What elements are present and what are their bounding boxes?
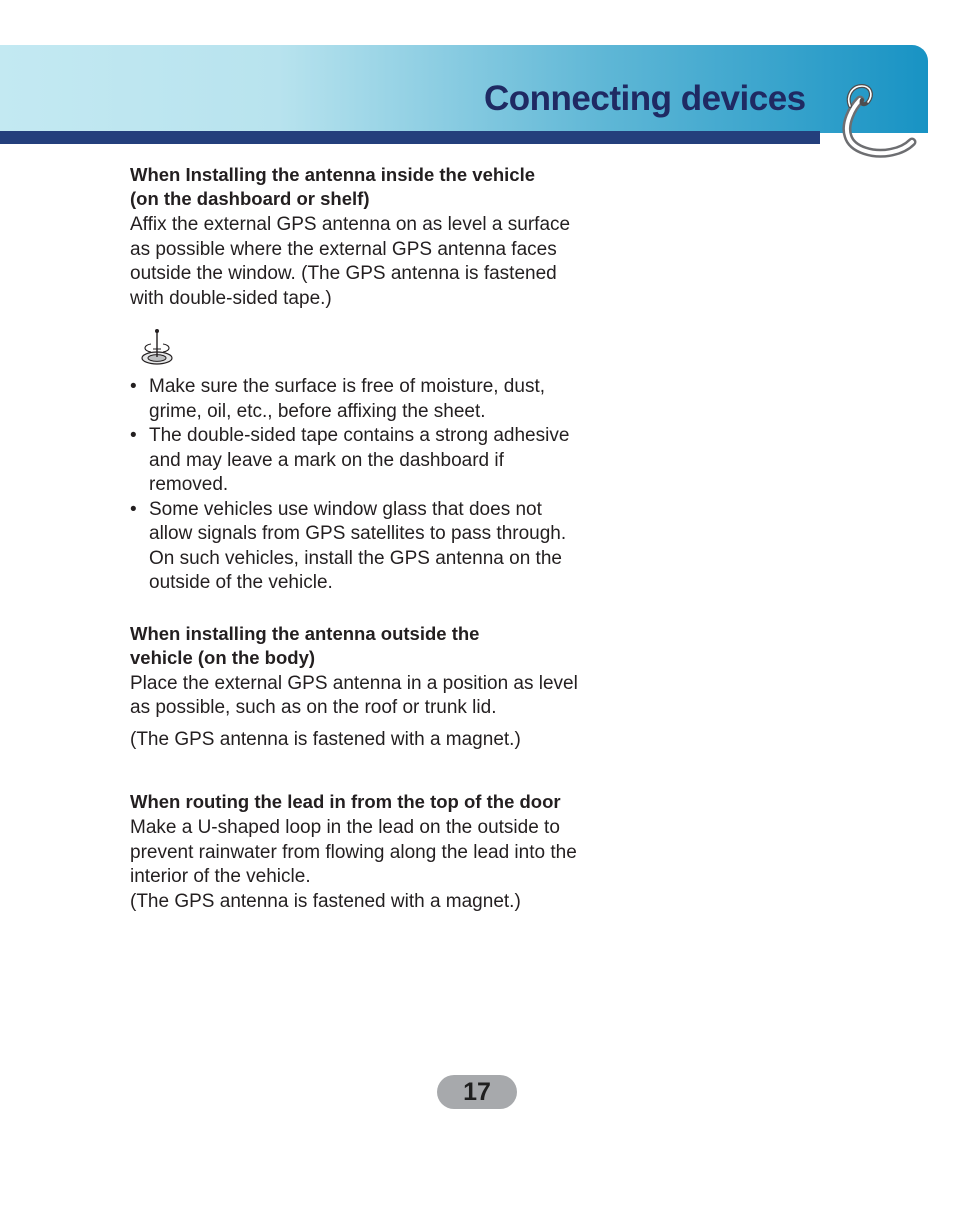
section-outside-vehicle — [130, 622, 620, 753]
page-title: Connecting devices — [484, 79, 806, 118]
list-item — [130, 424, 620, 498]
body-line: outside the window. (The GPS antenna is fastened — [130, 263, 557, 284]
page-number: 17 — [437, 1075, 517, 1109]
list-line: Some vehicles use window glass that does not — [149, 498, 542, 520]
section-inside-vehicle — [130, 163, 620, 596]
heading-line: (on the dashboard or shelf) — [130, 188, 370, 209]
body-line: Make a U-shaped loop in the lead on the outside to — [130, 817, 560, 838]
section-note: (The GPS antenna is fastened with a magnet.) — [130, 728, 521, 750]
curl-logo-icon — [830, 80, 920, 162]
header-rule — [0, 131, 820, 144]
list-line: On such vehicles, install the GPS antenna on the — [149, 547, 562, 569]
section-heading: When routing the lead in from the top of the door — [130, 791, 561, 812]
caution-list — [130, 375, 620, 596]
heading-line: When installing the antenna outside the — [130, 622, 480, 644]
section-body — [130, 213, 620, 311]
content-column — [130, 163, 620, 914]
body-line: with double-sided tape.) — [130, 287, 332, 309]
heading-line: When Installing the antenna inside the vehicle — [130, 164, 536, 185]
body-line: Affix the external GPS antenna on as level a surface — [130, 214, 571, 235]
list-line: outside of the vehicle. — [149, 572, 333, 593]
list-line: Make sure the surface is free of moisture, dust, — [149, 376, 546, 397]
section-heading — [130, 163, 620, 211]
list-line: The double-sided tape contains a strong adhesive — [149, 425, 570, 446]
bullet-dot: • — [130, 376, 137, 397]
body-line: interior of the vehicle. — [130, 866, 311, 887]
heading-line: vehicle (on the body) — [130, 646, 316, 668]
section-body — [130, 672, 620, 721]
body-line: as possible, such as on the roof or trunk lid. — [130, 697, 497, 718]
body-line: as possible where the external GPS antenna faces — [130, 238, 557, 260]
body-line: Place the external GPS antenna in a position as level — [130, 672, 578, 694]
bullet-dot: • — [130, 425, 137, 446]
section-door-routing — [130, 790, 620, 914]
list-line: allow signals from GPS satellites to pass through. — [149, 523, 567, 544]
list-line: grime, oil, etc., before affixing the sheet. — [149, 400, 486, 422]
antenna-note-icon — [138, 327, 176, 367]
body-line: prevent rainwater from flowing along the lead into the — [130, 841, 577, 863]
body-line: (The GPS antenna is fastened with a magnet.) — [130, 890, 521, 912]
bullet-dot: • — [130, 498, 137, 520]
list-item — [130, 498, 620, 596]
section-heading — [130, 622, 620, 670]
list-line: and may leave a mark on the dashboard if — [149, 449, 504, 471]
list-line: removed. — [149, 474, 229, 495]
list-item — [130, 375, 620, 424]
section-body — [130, 816, 620, 914]
